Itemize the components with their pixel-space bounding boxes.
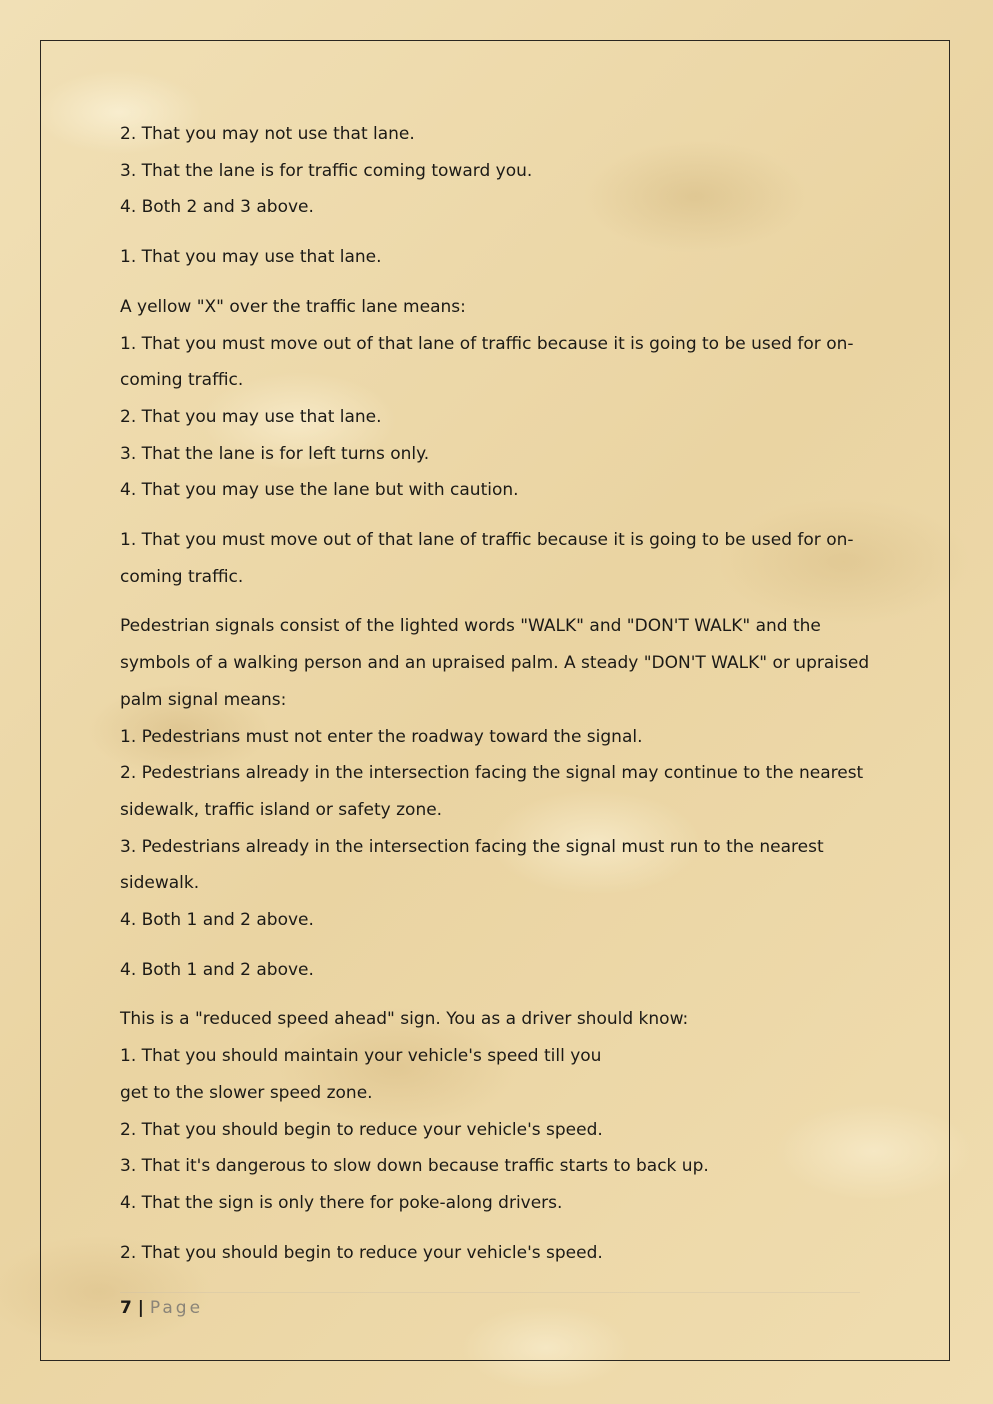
text-line: coming traffic. [120, 370, 244, 391]
answer-line: coming traffic. [120, 566, 244, 587]
text-line: 4. That the sign is only there for poke-along drivers. [120, 1192, 563, 1213]
answer-line: 1. That you may use that lane. [120, 247, 382, 268]
question-text: symbols of a walking person and an upraised palm. A steady "DON'T WALK" or upraised [120, 653, 870, 674]
text-line: 2. That you should begin to reduce your vehicle's speed. [120, 1119, 603, 1140]
question-block [120, 608, 880, 938]
footer-divider [120, 1292, 860, 1293]
text-line: 1. Pedestrians must not enter the roadway toward the signal. [120, 726, 643, 747]
text-line: 2. That you may use that lane. [120, 406, 382, 427]
answer-block [120, 239, 880, 276]
question-block [120, 1001, 880, 1221]
text-line: 4. That you may use the lane but with caution. [120, 480, 519, 501]
text-line: 3. That the lane is for left turns only. [120, 443, 430, 464]
question-text: A yellow "X" over the traffic lane means: [120, 296, 466, 317]
question-options-block [120, 116, 880, 226]
text-line: 3. That it's dangerous to slow down because traffic starts to back up. [120, 1156, 709, 1177]
text-line: sidewalk, traffic island or safety zone. [120, 799, 443, 820]
answer-line: 4. Both 1 and 2 above. [120, 959, 314, 980]
text-line: 1. That you must move out of that lane of traffic because it is going to be used for on- [120, 333, 854, 354]
text-line: 2. That you may not use that lane. [120, 124, 415, 144]
question-text: palm signal means: [120, 689, 287, 710]
text-line: 3. Pedestrians already in the intersection facing the signal must run to the nearest [120, 836, 824, 857]
question-text: This is a "reduced speed ahead" sign. You as a driver should know: [120, 1009, 689, 1030]
text-line: 3. That the lane is for traffic coming toward you. [120, 160, 533, 181]
text-line: 4. Both 1 and 2 above. [120, 910, 314, 931]
answer-block [120, 1235, 880, 1272]
page-content [120, 116, 880, 1271]
text-line: get to the slower speed zone. [120, 1082, 373, 1103]
text-line: 2. Pedestrians already in the intersection facing the signal may continue to the nearest [120, 763, 864, 784]
question-block [120, 289, 880, 509]
text-line: 1. That you should maintain your vehicle's speed till you [120, 1046, 602, 1067]
answer-block [120, 522, 880, 595]
text-line: 4. Both 2 and 3 above. [120, 197, 314, 218]
text-line: sidewalk. [120, 873, 200, 894]
footer-separator: | [131, 1298, 150, 1318]
answer-line: 2. That you should begin to reduce your vehicle's speed. [120, 1242, 603, 1263]
page-label: Page [149, 1298, 204, 1318]
answer-block [120, 952, 880, 989]
question-text: Pedestrian signals consist of the lighted words "WALK" and "DON'T WALK" and the [120, 616, 821, 637]
page-footer [120, 1294, 203, 1322]
answer-line: 1. That you must move out of that lane of traffic because it is going to be used for on- [120, 530, 854, 551]
page-number: 7 [120, 1298, 132, 1318]
